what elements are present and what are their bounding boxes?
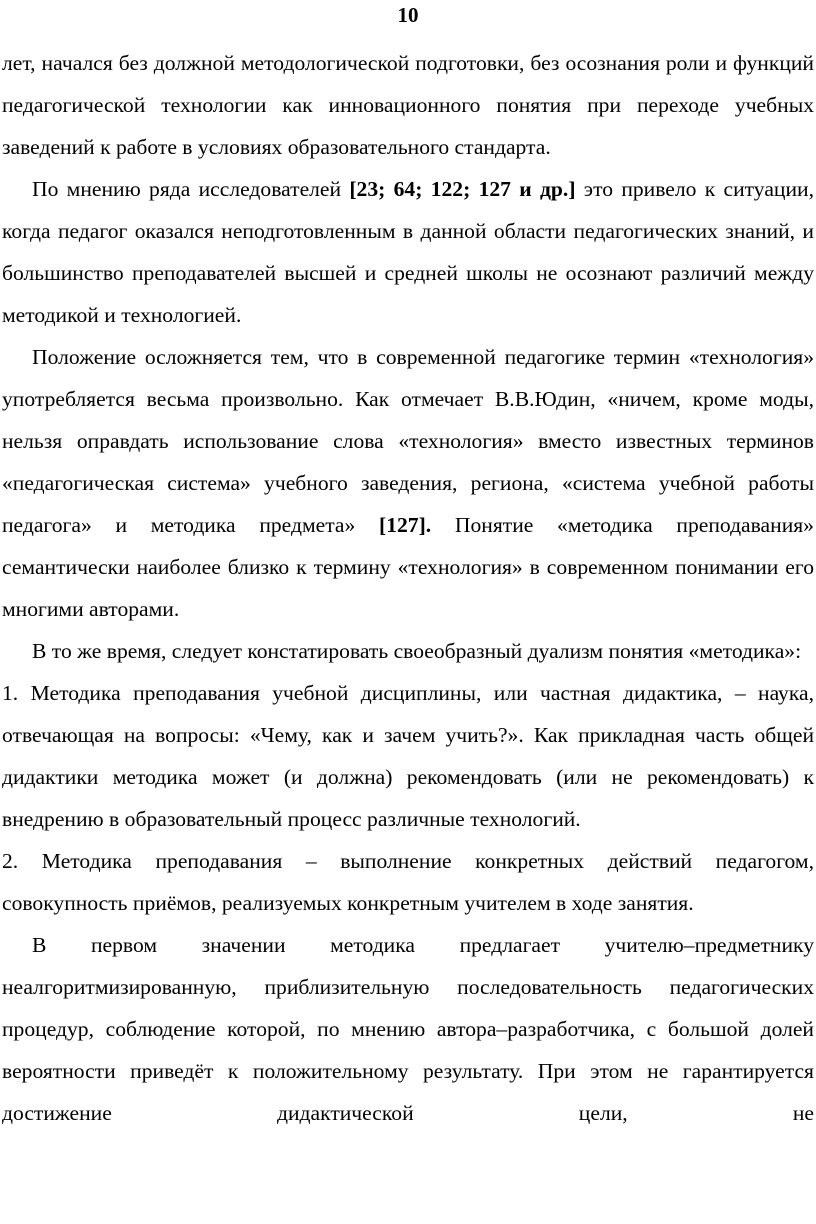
document-body <box>2 42 814 1134</box>
list-item-1: 1. Методика преподавания учебной дисциплины, или частная дидактика, – наука, отвечающая на вопросы: «Чему, как и зачем учить?». Как прикладная часть общей дидактики методика может (и должна) рекомендовать (или не рекомендовать) к внедрению в образовательный процесс различные технологий. <box>2 681 814 831</box>
paragraph-researchers-opinion <box>2 168 814 336</box>
paragraph-text: Понятие «методика преподавания» семантически наиболее близко к термину «технология» в современном понимании его многими авторами. <box>2 513 814 621</box>
citation-reference: [23; 64; 122; 127 и др.] <box>349 177 576 201</box>
page-number: 10 <box>397 3 419 27</box>
paragraph-text: По мнению ряда исследователей <box>32 177 350 201</box>
paragraph-continuation: лет, начался без должной методологической подготовки, без осознания роли и функций педагогической технологии как инновационного понятия при переходе учебных заведений к работе в условиях образовательного стандарта. <box>2 51 814 159</box>
paragraph-first-meaning: В первом значении методика предлагает учителю–предметнику неалгоритмизированную, приблизительную последовательность педагогических процедур, соблюдение которой, по мнению автора–разработчика, с большой долей вероятности приведёт к положительному результату. При этом не гарантируется достижение дидактической цели, не <box>2 933 814 1125</box>
citation-reference: [127]. <box>379 513 432 537</box>
paragraph-dualism: В то же время, следует констатировать своеобразный дуализм понятия «методика»: <box>32 639 802 663</box>
paragraph-text: Положение осложняется тем, что в современной педагогике термин «технология» употребляется весьма произвольно. Как отмечает В.В.Юдин, «ничем, кроме моды, нельзя оправдать использование слова «технология» вместо известных терминов «педагогическая система» учебного заведения, региона, «система учебной работы педагога» и методика предмета» <box>2 345 814 537</box>
paragraph-text: это привело к ситуации, когда педагог оказался неподготовленным в данной области педагогических знаний, и большинство преподавателей высшей и средней школы не осознают различий между методикой и технологией. <box>2 177 814 327</box>
paragraph-technology-term <box>2 336 814 630</box>
list-item-2: 2. Методика преподавания – выполнение конкретных действий педагогом, совокупность приёмов, реализуемых конкретным учителем в ходе занятия. <box>2 849 814 915</box>
